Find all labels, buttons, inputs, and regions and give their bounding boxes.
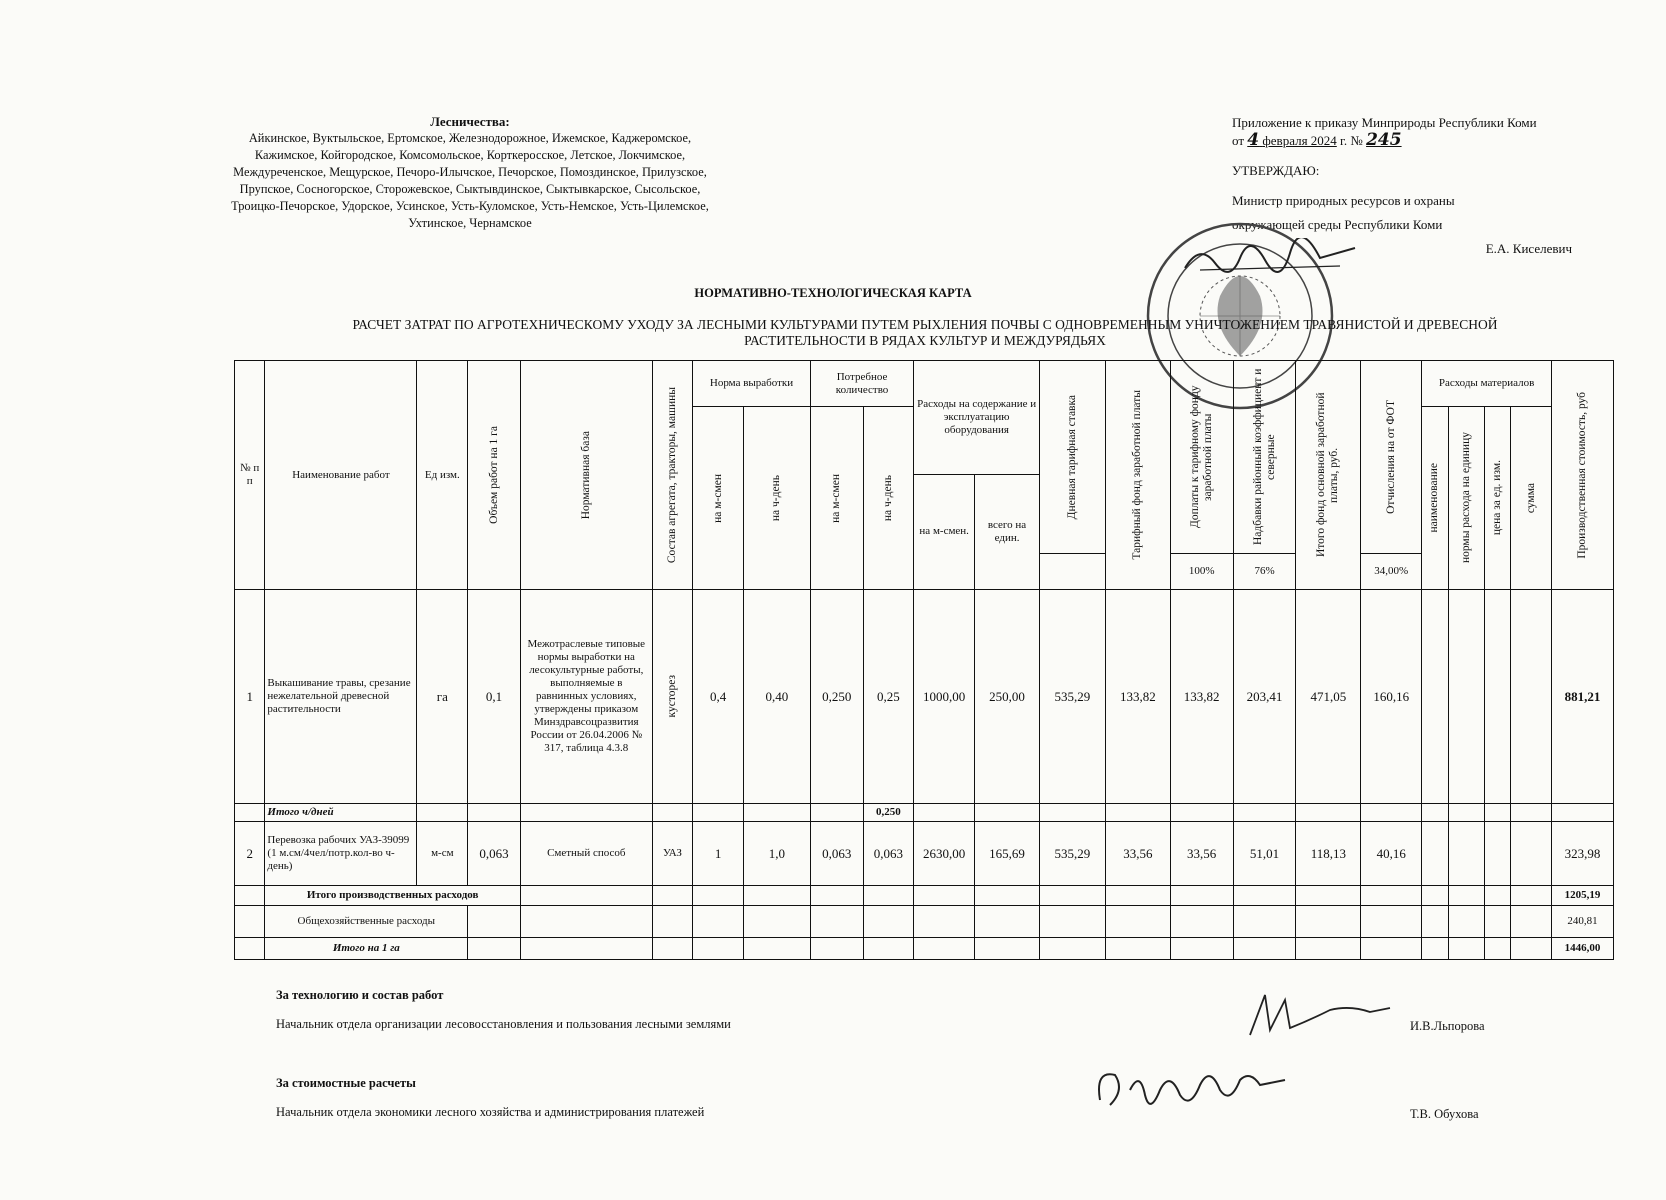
col-norm-m-label: на м-смен [711, 473, 724, 523]
cost-heading: За стоимостные расчеты [276, 1076, 416, 1090]
col-mat-name-header [1422, 407, 1448, 590]
total-prod-c7 [693, 886, 744, 906]
col-need-m-header [810, 407, 863, 590]
total-ha-c15 [1170, 938, 1233, 960]
itogo-days-c18 [1361, 804, 1422, 822]
total-ha-c6 [652, 938, 693, 960]
date-rest: февраля 2024 [1262, 133, 1337, 148]
itogo-days-c12 [975, 804, 1040, 822]
total-ha-c12 [975, 938, 1040, 960]
itogo-days-c14 [1105, 804, 1170, 822]
total-prod-value: 1205,19 [1551, 886, 1613, 906]
overhead-c14 [1105, 906, 1170, 938]
total-prod-c17 [1296, 886, 1361, 906]
table-row [235, 590, 1614, 804]
total-prod-c13 [1039, 886, 1105, 906]
row2-mat-name [1422, 822, 1448, 886]
row2-norm-m: 1 [693, 822, 744, 886]
row2-need-m: 0,063 [810, 822, 863, 886]
overhead-c8 [743, 906, 810, 938]
total-prod-c22 [1511, 886, 1552, 906]
itogo-days-c23 [1551, 804, 1613, 822]
total-prod-c21 [1485, 886, 1511, 906]
total-prod-c16 [1233, 886, 1296, 906]
itogo-days-label: Итого ч/дней [265, 804, 417, 822]
overhead-c6 [652, 906, 693, 938]
col-base-header [520, 361, 652, 590]
row2-name: Перевозка рабочих УАЗ-39099 (1 м.см/4чел/потр.кол-во ч-день) [265, 822, 417, 886]
row2-total: 118,13 [1296, 822, 1361, 886]
overhead-c12 [975, 906, 1040, 938]
itogo-days-c19 [1422, 804, 1448, 822]
overhead-c11 [914, 906, 975, 938]
overhead-c5 [520, 906, 652, 938]
cost-table [234, 360, 1614, 960]
row2-tariff: 33,56 [1105, 822, 1170, 886]
tech-name: И.В.Льпорова [1410, 1019, 1485, 1033]
row1-surch: 133,82 [1170, 590, 1233, 804]
col-norm-c-header [743, 407, 810, 590]
total-ha-c8 [743, 938, 810, 960]
total-prod-c18 [1361, 886, 1422, 906]
itogo-days-c9 [810, 804, 863, 822]
col-norm-header: Норма выработки [693, 361, 811, 407]
row2-cost: 323,98 [1551, 822, 1613, 886]
col-rate-header [1039, 361, 1105, 554]
total-ha-c9 [810, 938, 863, 960]
row1-norm-c: 0,40 [743, 590, 810, 804]
col-allow-header [1233, 361, 1296, 554]
row2-equip-t: 165,69 [975, 822, 1040, 886]
row2-volume: 0,063 [468, 822, 521, 886]
row2-unit: м-см [417, 822, 468, 886]
overhead-c7 [693, 906, 744, 938]
total-prod-blank [235, 886, 265, 906]
itogo-days-c20 [1448, 804, 1485, 822]
col-volume-label: Объем работ на 1 га [487, 426, 500, 524]
col-materials-header: Расходы материалов [1422, 361, 1552, 407]
col-mat-norm-label: нормы расхода на единицу [1459, 432, 1472, 564]
col-need-c-label: на ч-день [881, 474, 894, 522]
col-need-header: Потребное количество [810, 361, 913, 407]
cost-position: Начальник отдела экономики лесного хозяйства и администрирования платежей [276, 1105, 705, 1119]
row2-mat-norm [1448, 822, 1485, 886]
overhead-c16 [1233, 906, 1296, 938]
itogo-days-c15 [1170, 804, 1233, 822]
table-row [235, 886, 1614, 906]
itogo-days-c8 [743, 804, 810, 822]
table-row [235, 938, 1614, 960]
itogo-days-c3 [417, 804, 468, 822]
col-equip-m-header: на м-смен. [914, 474, 975, 590]
order-date-line [1232, 132, 1632, 162]
overhead-label: Общехозяйственные расходы [265, 906, 468, 938]
col-tariff-header [1105, 361, 1170, 590]
col-rate-pct [1039, 554, 1105, 590]
col-mat-name-label: наименование [1428, 463, 1441, 533]
number-prefix: № [1350, 133, 1363, 148]
itogo-days-c7 [693, 804, 744, 822]
total-prod-c14 [1105, 886, 1170, 906]
col-equip-t-header: всего на един. [975, 474, 1040, 590]
total-ha-c14 [1105, 938, 1170, 960]
tech-heading: За технологию и состав работ [276, 988, 444, 1002]
col-total-label: Итого фонд основной заработной платы, руб. [1315, 392, 1341, 558]
date-prefix: от [1232, 133, 1245, 148]
col-equip-header: Расходы на содержание и эксплуатацию оборудования [914, 361, 1040, 475]
col-need-c-header [863, 407, 914, 590]
row2-norm-c: 1,0 [743, 822, 810, 886]
year-suffix: г. [1340, 133, 1348, 148]
total-prod-c19 [1422, 886, 1448, 906]
overhead-c17 [1296, 906, 1361, 938]
row2-deduct: 40,16 [1361, 822, 1422, 886]
total-prod-c12 [975, 886, 1040, 906]
row2-num: 2 [235, 822, 265, 886]
row1-norm-m: 0,4 [693, 590, 744, 804]
date-day: 4 [1247, 130, 1260, 150]
total-ha-c20 [1448, 938, 1485, 960]
cost-name: Т.В. Обухова [1410, 1107, 1479, 1121]
row2-surch: 33,56 [1170, 822, 1233, 886]
col-norm-c-label: на ч-день [770, 474, 783, 522]
col-deduct-label: Отчисления на от ФОТ [1384, 400, 1397, 514]
forestries-heading: Лесничества: [430, 114, 510, 129]
tech-position: Начальник отдела организации лесовосстановления и пользования лесными землями [276, 1017, 731, 1031]
tech-signature [1240, 990, 1400, 1040]
row1-rate: 535,29 [1039, 590, 1105, 804]
approver-position-2: окружающей среды Республики Коми [1232, 217, 1443, 232]
col-unit-header: Ед изм. [417, 361, 468, 590]
row2-mat-price [1485, 822, 1511, 886]
approver-position-1: Министр природных ресурсов и охраны [1232, 193, 1455, 208]
total-ha-c21 [1485, 938, 1511, 960]
row1-need-c: 0,25 [863, 590, 914, 804]
overhead-c21 [1485, 906, 1511, 938]
row2-equip-m: 2630,00 [914, 822, 975, 886]
row2-need-c: 0,063 [863, 822, 914, 886]
row2-base: Сметный способ [520, 822, 652, 886]
row2-rate: 535,29 [1039, 822, 1105, 886]
total-ha-blank [235, 938, 265, 960]
overhead-c9 [810, 906, 863, 938]
total-prod-c15 [1170, 886, 1233, 906]
itogo-days-c13 [1039, 804, 1105, 822]
overhead-c10 [863, 906, 914, 938]
col-cost-label: Производственная стоимость, руб [1575, 391, 1588, 559]
col-num-header: № п п [235, 361, 265, 590]
row2-mat-sum [1511, 822, 1552, 886]
col-norm-m-header [693, 407, 744, 590]
row1-mat-norm [1448, 590, 1485, 804]
total-ha-c7 [693, 938, 744, 960]
row1-tariff: 133,82 [1105, 590, 1170, 804]
cost-signature [1090, 1050, 1290, 1120]
col-machine-header [652, 361, 693, 590]
row1-cost: 881,21 [1551, 590, 1613, 804]
col-surch-label: Доплаты к тарифному фонду заработной платы [1188, 385, 1214, 529]
row1-mat-sum [1511, 590, 1552, 804]
table-row [235, 822, 1614, 886]
row1-total: 471,05 [1296, 590, 1361, 804]
col-allow-label: Надбавки районный коэффициент и северные [1251, 368, 1277, 546]
row1-base: Межотраслевые типовые нормы выработки на лесокультурные работы, выполняемые в равнинных условиях, утверждены приказом Минздравсоцразвития России от 26.04.2006 № 317, таблица 4.3.8 [520, 590, 652, 804]
itogo-days-value: 0,250 [863, 804, 914, 822]
row1-need-m: 0,250 [810, 590, 863, 804]
total-prod-c11 [914, 886, 975, 906]
col-mat-norm-header [1448, 407, 1485, 590]
col-total-header [1296, 361, 1361, 590]
col-name-header: Наименование работ [265, 361, 417, 590]
total-ha-c17 [1296, 938, 1361, 960]
total-prod-c6 [652, 886, 693, 906]
total-ha-label: Итого на 1 га [265, 938, 468, 960]
overhead-value: 240,81 [1551, 906, 1613, 938]
row1-unit: га [417, 590, 468, 804]
row1-mat-name [1422, 590, 1448, 804]
total-ha-value: 1446,00 [1551, 938, 1613, 960]
total-ha-c13 [1039, 938, 1105, 960]
row1-equip-m: 1000,00 [914, 590, 975, 804]
total-prod-c9 [810, 886, 863, 906]
itogo-days-c16 [1233, 804, 1296, 822]
col-deduct-pct: 34,00% [1361, 554, 1422, 590]
total-prod-c20 [1448, 886, 1485, 906]
total-ha-c5 [520, 938, 652, 960]
overhead-c22 [1511, 906, 1552, 938]
col-mat-price-header [1485, 407, 1511, 590]
overhead-c13 [1039, 906, 1105, 938]
row1-volume: 0,1 [468, 590, 521, 804]
col-surch-pct: 100% [1170, 554, 1233, 590]
itogo-days-c21 [1485, 804, 1511, 822]
approver-name: Е.А. Киселевич [1485, 241, 1572, 256]
col-need-m-label: на м-смен [830, 473, 843, 523]
total-prod-label: Итого производственных расходов [265, 886, 520, 906]
col-rate-label: Дневная тарифная ставка [1065, 394, 1078, 520]
col-tariff-label: Тарифный фонд заработной платы [1131, 390, 1144, 560]
order-number: 245 [1366, 130, 1402, 150]
total-ha-c4 [468, 938, 521, 960]
row1-allow: 203,41 [1233, 590, 1296, 804]
itogo-days-blank [235, 804, 265, 822]
overhead-c18 [1361, 906, 1422, 938]
col-surch-header [1170, 361, 1233, 554]
forestries-block [230, 113, 710, 232]
total-prod-c5 [520, 886, 652, 906]
approver-signature [1180, 238, 1360, 278]
row1-mat-price [1485, 590, 1511, 804]
document-subtitle: РАСЧЕТ ЗАТРАТ ПО АГРОТЕХНИЧЕСКОМУ УХОДУ ЗА ЛЕСНЫМИ КУЛЬТУРАМИ ПУТЕМ РЫХЛЕНИЯ ПОЧВЫ С ОДНОВРЕМЕННЫМ УНИЧТОЖЕНИЕМ ТРАВЯНИСТОЙ И ДРЕВЕСНОЙ РАСТИТЕЛЬНОСТИ В РЯДАХ КУЛЬТУР И МЕЖДУРЯДЬЯХ [352, 317, 1498, 348]
total-ha-c18 [1361, 938, 1422, 960]
total-ha-c22 [1511, 938, 1552, 960]
document-title: НОРМАТИВНО-ТЕХНОЛОГИЧЕСКАЯ КАРТА [694, 286, 972, 300]
appendix-line: Приложение к приказу Минприроды Республики Коми [1232, 115, 1537, 130]
table-row [235, 906, 1614, 938]
row1-name: Выкашивание травы, срезание нежелательной древесной растительности [265, 590, 417, 804]
row1-machine-cell [652, 590, 693, 804]
col-volume-header [468, 361, 521, 590]
itogo-days-c22 [1511, 804, 1552, 822]
total-ha-c11 [914, 938, 975, 960]
overhead-c15 [1170, 906, 1233, 938]
row1-equip-t: 250,00 [975, 590, 1040, 804]
col-mat-sum-label: сумма [1524, 482, 1537, 514]
itogo-days-c11 [914, 804, 975, 822]
total-ha-c19 [1422, 938, 1448, 960]
total-ha-c10 [863, 938, 914, 960]
row1-num: 1 [235, 590, 265, 804]
forestries-list: Айкинское, Вуктыльское, Ертомское, Железнодорожное, Ижемское, Каджеромское, Кажимское, Койгородское, Комсомольское, Корткеросское, Летское, Локчимское, Междуреченское, Мещурское, Печоро-Илычское, Печорское, Помоздинское, Прилузское, Прупское, Сосногорское, Сторожевское, Сыктывдинское, Сыктывкарское, Сысольское, Троицко-Печорское, Удорское, Усинское, Усть-Куломское, Усть-Немское, Усть-Цилемское, Ухтинское, Чернамское [231, 131, 709, 230]
row2-machine: УАЗ [652, 822, 693, 886]
col-deduct-header [1361, 361, 1422, 554]
row1-deduct: 160,16 [1361, 590, 1422, 804]
itogo-days-c4 [468, 804, 521, 822]
table-row [235, 804, 1614, 822]
row2-allow: 51,01 [1233, 822, 1296, 886]
overhead-c19 [1422, 906, 1448, 938]
col-cost-header [1551, 361, 1613, 590]
col-mat-price-label: цена за ед. изм. [1491, 460, 1504, 536]
itogo-days-c17 [1296, 804, 1361, 822]
approve-label: УТВЕРЖДАЮ: [1232, 163, 1320, 178]
col-mat-sum-header [1511, 407, 1552, 590]
itogo-days-c6 [652, 804, 693, 822]
col-base-label: Нормативная база [579, 430, 592, 520]
total-prod-c8 [743, 886, 810, 906]
overhead-c4 [468, 906, 521, 938]
itogo-days-c5 [520, 804, 652, 822]
col-machine-label: Состав агрегата, тракторы, машины [665, 386, 678, 564]
overhead-c20 [1448, 906, 1485, 938]
total-prod-c10 [863, 886, 914, 906]
col-allow-pct: 76% [1233, 554, 1296, 590]
row1-machine: кусторез [665, 675, 678, 718]
overhead-blank [235, 906, 265, 938]
total-ha-c16 [1233, 938, 1296, 960]
